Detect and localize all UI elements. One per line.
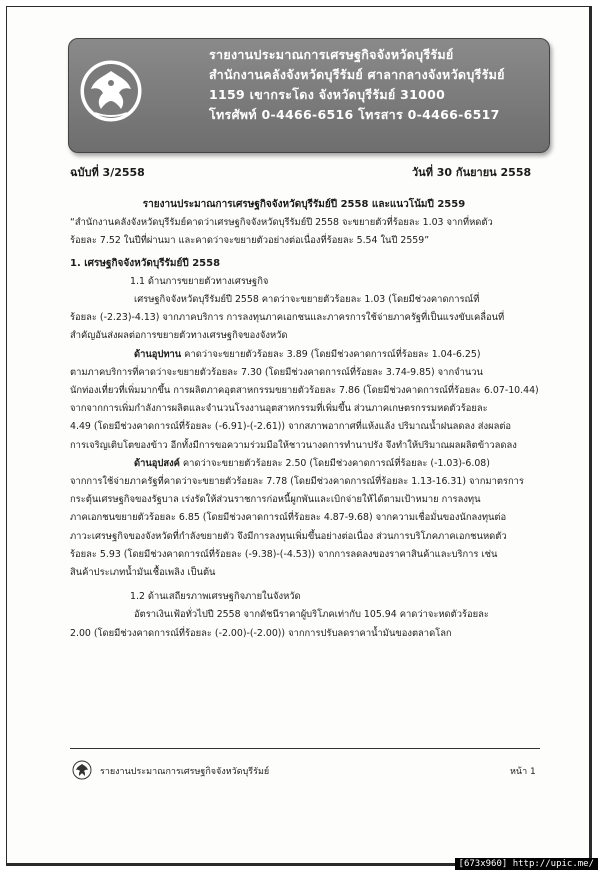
letterhead-line-4: โทรศัพท์ 0-4466-6516 โทรสาร 0-4466-6517 bbox=[209, 107, 500, 122]
paragraph-line: ตามภาคบริการที่คาดว่าจะขยายตัวร้อยละ 7.30 (โดยมีช่วงคาดการณ์ที่ร้อยละ 3.74-9.85) จากจำนวน bbox=[70, 366, 483, 378]
paragraph-line: กระตุ้นเศรษฐกิจของรัฐบาล เร่งรัดให้ส่วนราชการก่อหนี้ผูกพันและเบิกจ่ายให้ได้ตามเป้าหมาย การลงทุน bbox=[70, 494, 481, 506]
paragraph-line: ภาคเอกชนขยายตัวร้อยละ 6.85 (โดยมีช่วงคาดการณ์ที่ร้อยละ 4.87-9.68) จากความเชื่อมั่นของนักลงทุนต่อ bbox=[70, 512, 507, 524]
summary-line: “สำนักงานคลังจังหวัดบุรีรัมย์คาดว่าเศรษฐกิจจังหวัดบุรีรัมย์ปี 2558 จะขยายตัวที่ร้อยละ 1.03 จากที่หดตัว bbox=[70, 217, 493, 229]
report-body bbox=[70, 196, 538, 643]
issue-date: วันที่ 30 กันยายน 2558 bbox=[412, 166, 532, 179]
page-number: หน้า 1 bbox=[510, 767, 536, 777]
subsection-heading: 1.2 ด้านเสถียรภาพเศรษฐกิจภายในจังหวัด bbox=[130, 591, 301, 603]
letterhead-line-2: สำนักงานคลังจังหวัดบุรีรัมย์ ศาลากลางจังหวัดบุรีรัมย์ bbox=[209, 67, 505, 82]
footer-report-name: รายงานประมาณการเศรษฐกิจจังหวัดบุรีรัมย์ bbox=[100, 767, 270, 777]
footer-divider bbox=[70, 748, 540, 749]
paragraph-line: 2.00 (โดยมีช่วงคาดการณ์ที่ร้อยละ (-2.00)-(-2.00)) จากการปรับลดราคาน้ำมันของตลาดโลก bbox=[70, 627, 452, 639]
paragraph-line: การเจริญเติบโตของข้าว อีกทั้งมีการขอความร่วมมือให้ชาวนางดการทำนาปรัง จึงทำให้ปริมาณผลผลิตข้าวลดลง bbox=[70, 439, 517, 451]
issue-number: ฉบับที่ 3/2558 bbox=[70, 166, 145, 179]
demand-text: คาดว่าจะขยายตัวร้อยละ 2.50 (โดยมีช่วงคาดการณ์ที่ร้อยละ (-1.03)-6.08) bbox=[179, 457, 490, 469]
paragraph-line: นักท่องเที่ยวที่เพิ่มมากขึ้น การผลิตภาคอุตสาหกรรมขยายตัวร้อยละ 7.86 (โดยมีช่วงคาดการณ์ที่ร้อยละ 6.07-10.44) bbox=[70, 385, 539, 397]
report-title: รายงานประมาณการเศรษฐกิจจังหวัดบุรีรัมย์ปี 2558 และแนวโน้มปี 2559 bbox=[142, 199, 466, 210]
paragraph-line bbox=[70, 346, 538, 364]
subsection-heading: 1.1 ด้านการขยายตัวทางเศรษฐกิจ bbox=[130, 275, 269, 287]
letterhead-banner bbox=[68, 38, 550, 153]
paragraph-line: จากจากการเพิ่มกำลังการผลิตและจำนวนโรงงานอุตสาหกรรมที่เพิ่มขึ้น ส่วนภาคเกษตรกรรมหดตัวร้อยละ bbox=[70, 403, 488, 415]
paragraph-line: ร้อยละ (-2.23)-4.13) จากภาคบริการ การลงทุนภาคเอกชนและภาครการใช้จ่ายภาครัฐที่เป็นแรงขับเคลื่อนที่ bbox=[70, 312, 505, 324]
letterhead-line-1: รายงานประมาณการเศรษฐกิจจังหวัดบุรีรัมย์ bbox=[209, 47, 454, 62]
paragraph-line: 4.49 (โดยมีช่วงคาดการณ์ที่ร้อยละ (-6.91)-(-2.61)) จากสภาพอากาศที่แห้งแล้ง ปริมาณน้ำฝนลดลง ส่งผลต่อ bbox=[70, 421, 512, 433]
emblem-small-icon bbox=[72, 760, 92, 780]
section-heading: 1. เศรษฐกิจจังหวัดบุรีรัมย์ปี 2558 bbox=[70, 257, 221, 269]
demand-label: ด้านอุปสงค์ bbox=[134, 457, 180, 469]
paragraph-line: ภาวะเศรษฐกิจของจังหวัดที่กำลังขยายตัว จึงมีการลงทุนเพิ่มขึ้นอย่างต่อเนื่อง ส่วนการบริโภคภาคเอกชนหดตัว bbox=[70, 530, 507, 542]
paragraph-line: สินค้าประเภทน้ำมันเชื้อเพลิง เป็นต้น bbox=[70, 567, 216, 579]
paragraph-line: เศรษฐกิจจังหวัดบุรีรัมย์ปี 2558 คาดว่าจะขยายตัวร้อยละ 1.03 (โดยมีช่วงคาดการณ์ที่ bbox=[134, 294, 480, 306]
paragraph-line: ร้อยละ 5.93 (โดยมีช่วงคาดการณ์ที่ร้อยละ (-9.38)-(-4.53)) จากการลดลงของราคาสินค้าและบริการ เช่น bbox=[70, 548, 498, 560]
summary-line: ร้อยละ 7.52 ในปีที่ผ่านมา และคาดว่าจะขยายตัวอย่างต่อเนื่องที่ร้อยละ 5.54 ในปี 2559” bbox=[70, 235, 430, 247]
paragraph-line: จากการใช้จ่ายภาครัฐที่คาดว่าจะขยายตัวร้อยละ 7.78 (โดยมีช่วงคาดการณ์ที่ร้อยละ 1.13-16.31) จากมาตรการ bbox=[70, 476, 524, 488]
paragraph-line: อัตราเงินเฟ้อทั่วไปปี 2558 จากดัชนีราคาผู้บริโภคเท่ากับ 105.94 คาดว่าจะหดตัวร้อยละ bbox=[134, 609, 489, 621]
paragraph-line bbox=[70, 455, 538, 473]
supply-label: ด้านอุปทาน bbox=[134, 348, 182, 360]
image-host-watermark: [673x960] http://upic.me/ bbox=[455, 858, 598, 870]
letterhead-line-3: 1159 เขากระโดง จังหวัดบุรีรัมย์ 31000 bbox=[209, 87, 446, 102]
garuda-emblem-icon bbox=[79, 59, 143, 123]
paragraph-line: สำคัญอันส่งผลต่อการขยายตัวทางเศรษฐกิจของจังหวัด bbox=[70, 330, 288, 342]
supply-text: คาดว่าจะขยายตัวร้อยละ 3.89 (โดยมีช่วงคาดการณ์ที่ร้อยละ 1.04-6.25) bbox=[181, 348, 481, 360]
